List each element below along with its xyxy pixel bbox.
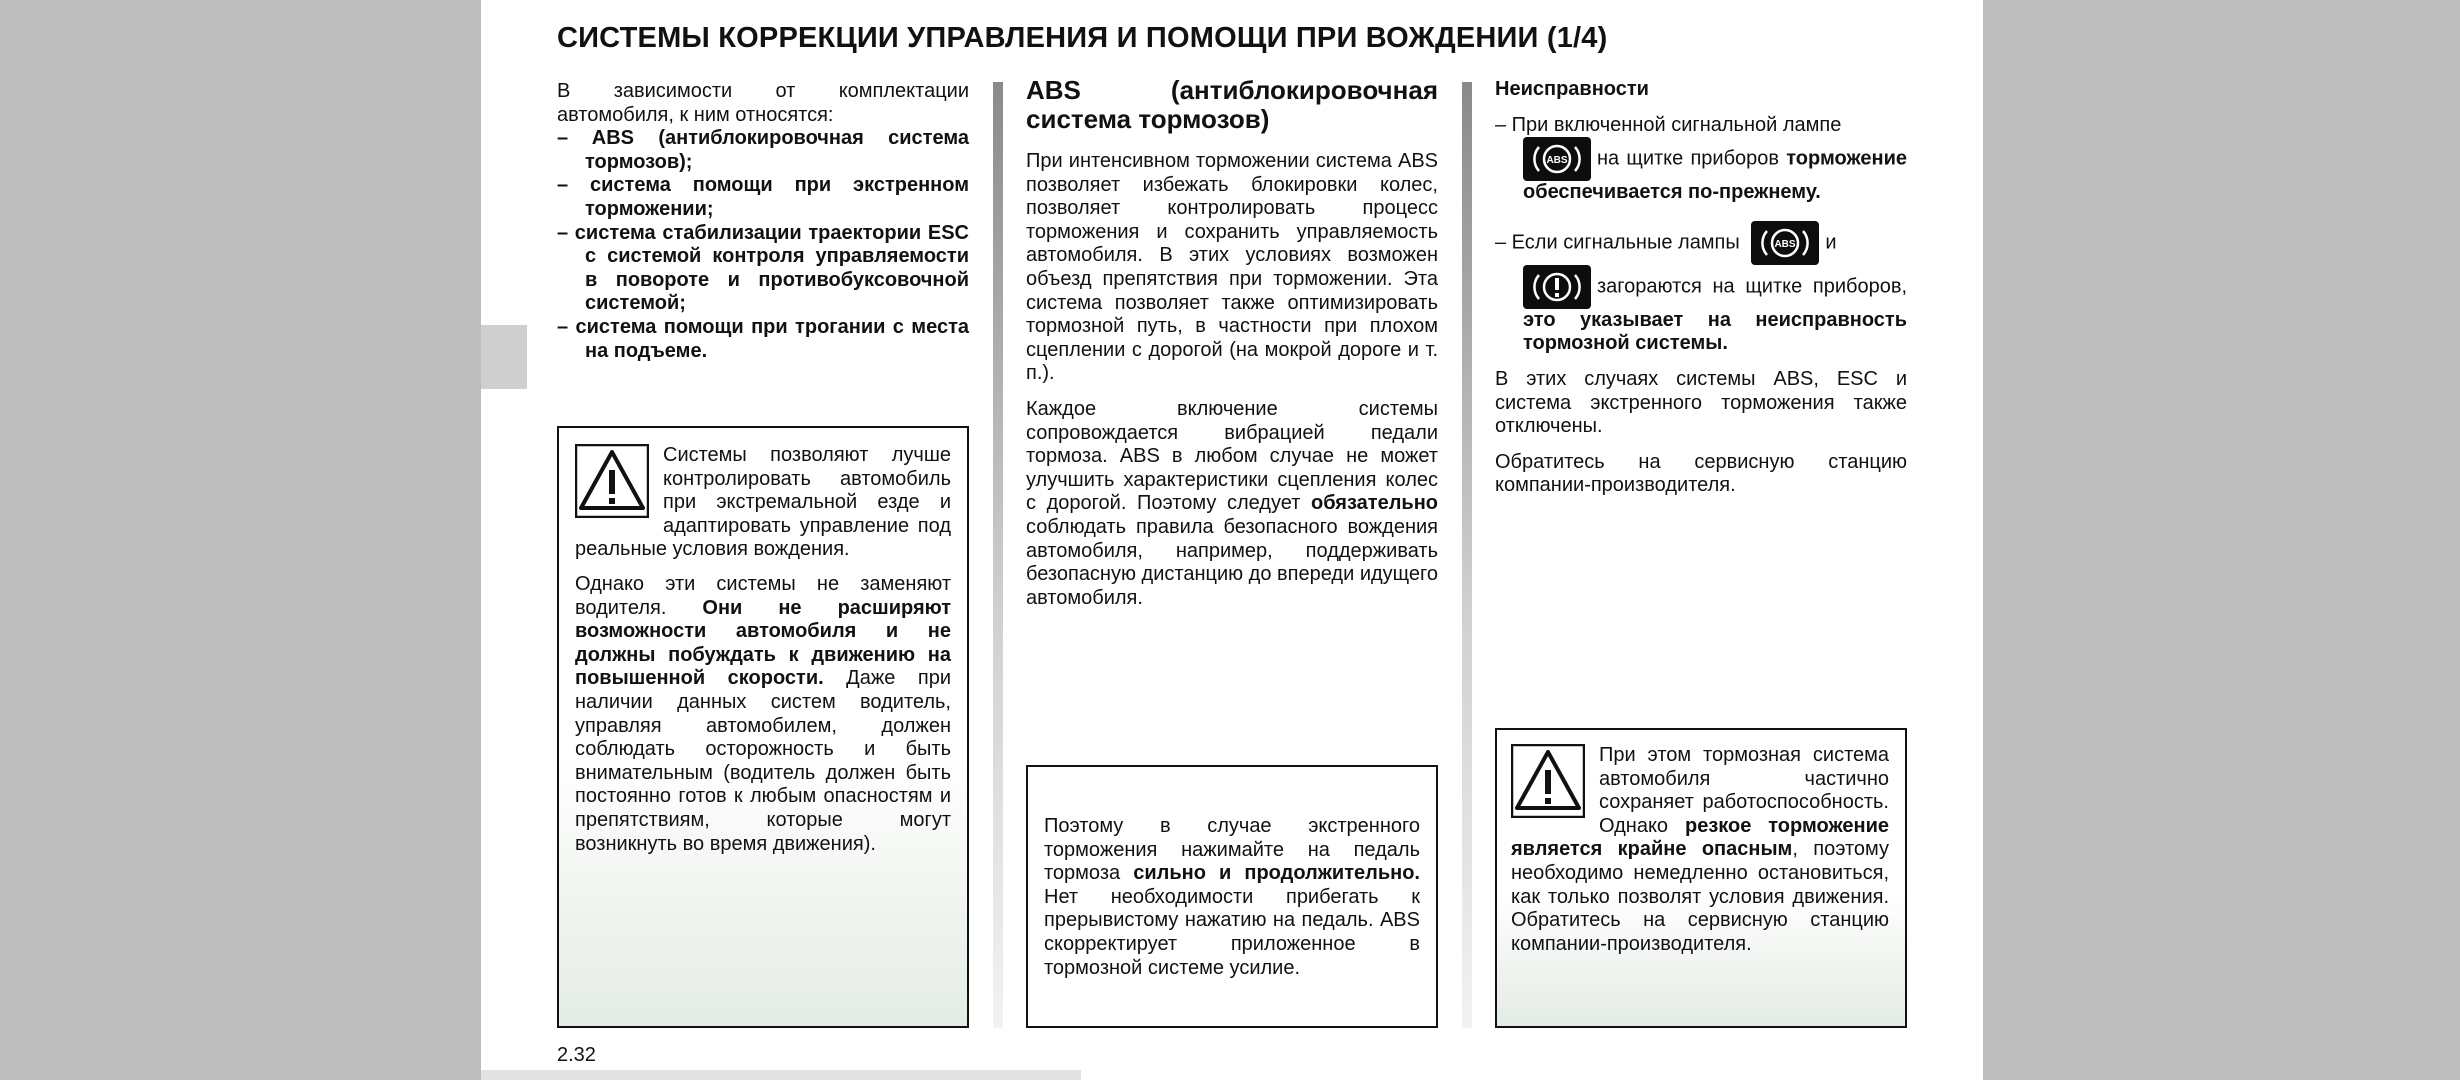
- warning-text: При этом тормозная система автомобиля частично сохраняет работоспособность. Однако резкое торможение является крайне опасным, поэтому необходимо немедленно остановиться, как только позволят условия движения. Обратитесь на сервисную станцию компании-производителя.: [1511, 744, 1889, 955]
- emergency-braking-note: [1026, 765, 1438, 1028]
- warning-triangle-icon: [575, 444, 649, 518]
- column-divider: [1462, 82, 1472, 1028]
- abs-warning-lamp-icon: [1751, 221, 1819, 265]
- faults-column: [1495, 78, 1907, 510]
- abs-heading: ABS (антиблокировочная система тормозов): [1026, 75, 1438, 134]
- fault-item-abs: – При включенной сигнальной лампе ABS на щитке приборов торможение обеспечивается по-прежнему.: [1495, 113, 1907, 204]
- brake-warning-lamp-icon: [1523, 265, 1591, 309]
- list-item: – система помощи при трогании с места на подъеме.: [557, 315, 969, 362]
- faults-paragraph-4: Обратитесь на сервисную станцию компании-производителя.: [1495, 450, 1907, 497]
- warning-text-1: Системы позволяют лучше контролировать автомобиль при экстремальной езде и адаптировать управление под реальные условия вождения.: [575, 444, 951, 561]
- list-item: – система стабилизации траектории ESC с системой контроля управляемости в повороте и противобуксовочной системой;: [557, 221, 969, 315]
- warning-text-2: Однако эти системы не заменяют водителя. Они не расширяют возможности автомобиля и не должны побуждать к движению на повышенной скорости. Даже при наличии данных систем водитель, управляя автомобилем, должен соблюдать осторожность и быть внимательным (водитель должен быть постоянно готов к любым опасностям и препятствиям, которые могут возникнуть во время движения).: [575, 572, 951, 855]
- faults-paragraph-3: В этих случаях системы ABS, ESC и система экстренного торможения также отключены.: [1495, 367, 1907, 438]
- intro-column: [557, 80, 969, 363]
- abs-column: [1026, 76, 1438, 622]
- note-text: Поэтому в случае экстренного торможения нажимайте на педаль тормоза сильно и продолжительно. Нет необходимости прибегать к прерывистому нажатию на педаль. ABS скорректирует приложенное в тормозной системе усилие.: [1044, 815, 1420, 979]
- abs-warning-lamp-icon: [1523, 137, 1591, 181]
- warning-triangle-icon: [1511, 744, 1585, 818]
- page-number: 2.32: [557, 1044, 596, 1066]
- warning-box-systems: [557, 426, 969, 1028]
- list-item: – система помощи при экстренном торможении;: [557, 174, 969, 220]
- column-divider: [993, 82, 1003, 1028]
- intro-text: В зависимости от комплектации автомобиля, к ним относятся:: [557, 80, 969, 126]
- lamp-abs-label: ABS: [1546, 155, 1568, 167]
- fault-item-brake: – Если сигнальные лампы ABS и загораются на щитке приборов, это указывает на неисправность тормозной системы.: [1495, 221, 1907, 356]
- faults-heading: Неисправности: [1495, 78, 1649, 100]
- svg-text:ABS: ABS: [1774, 238, 1796, 250]
- warning-box-brakes: [1495, 728, 1907, 1028]
- page-title: СИСТЕМЫ КОРРЕКЦИИ УПРАВЛЕНИЯ И ПОМОЩИ ПРИ ВОЖДЕНИИ (1/4): [557, 22, 1608, 54]
- abs-paragraph-2: Каждое включение системы сопровождается вибрацией педали тормоза. ABS в любом случае не может улучшить характеристики сцепления колес с дорогой. Поэтому следует обязательно соблюдать правила безопасного вождения автомобиля, например, поддерживать безопасную дистанцию до впереди идущего автомобиля.: [1026, 397, 1438, 609]
- abs-paragraph-1: При интенсивном торможении система ABS позволяет избежать блокировки колес, позволяет контролировать процесс торможения и сохранить управляемость автомобиля. В этих условиях возможен объезд препятствия при торможении. Эта система позволяет также оптимизировать тормозной путь, в частности при плохом сцеплении с дорогой (на мокрой дороге и т. п.).: [1026, 150, 1438, 385]
- list-item: – ABS (антиблокировочная система тормозов);: [557, 127, 969, 173]
